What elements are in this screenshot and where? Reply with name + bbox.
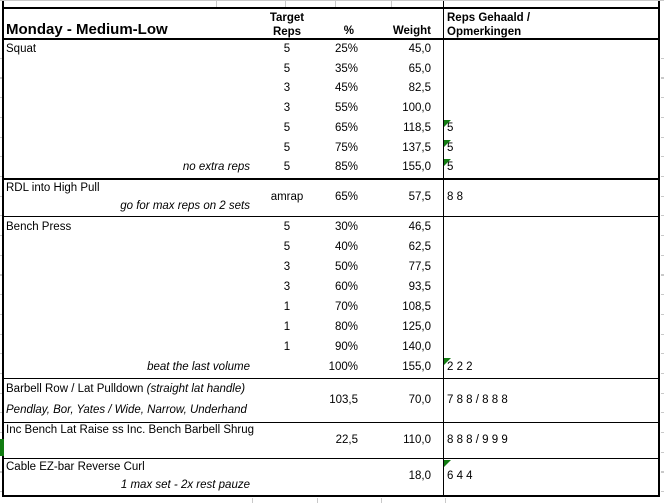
cell-rdl-reps[interactable]: 8 8 bbox=[447, 191, 463, 203]
gridline-tick bbox=[0, 393, 2, 394]
cell-rdl-target[interactable]: amrap bbox=[270, 191, 304, 203]
gridline-tick bbox=[0, 77, 2, 78]
cell-rdl-weight[interactable]: 57,5 bbox=[408, 191, 431, 203]
cell-squat-target-r3[interactable]: 3 bbox=[283, 102, 291, 115]
gridline-tick bbox=[0, 314, 2, 315]
cell-squat-pct-r4[interactable]: 65% bbox=[334, 121, 358, 134]
gridline-tick bbox=[0, 156, 2, 157]
gridline-tick bbox=[0, 334, 2, 335]
cell-inc-bench-reps[interactable]: 8 8 8 / 9 9 9 bbox=[447, 434, 508, 447]
gridline-tick bbox=[661, 196, 664, 197]
gridline-tick bbox=[445, 498, 446, 503]
gridline-tick bbox=[661, 294, 664, 295]
header-separator bbox=[2, 38, 660, 40]
gridline-tick bbox=[0, 235, 2, 236]
cell-squat-pct-r1[interactable]: 35% bbox=[334, 62, 358, 75]
col-header-reps-line2: Opmerkingen bbox=[447, 26, 522, 38]
col-header-target-line2: Reps bbox=[272, 26, 302, 38]
cell-inc-bench-weight[interactable]: 110,0 bbox=[403, 434, 431, 447]
cell-squat-weight-r4[interactable]: 118,5 bbox=[403, 121, 431, 134]
gridline-tick bbox=[335, 0, 336, 7]
cell-squat-target-r2[interactable]: 3 bbox=[283, 82, 291, 95]
gridline-tick bbox=[661, 491, 664, 492]
gridline-tick bbox=[0, 432, 2, 433]
gridline-tick bbox=[216, 0, 217, 7]
error-flag-icon bbox=[444, 120, 451, 127]
cell-bench-target-r5[interactable]: 1 bbox=[283, 321, 291, 334]
cell-squat-pct-r6[interactable]: 85% bbox=[334, 161, 358, 174]
cell-cable-curl-note-r1[interactable]: 1 max set - 2x rest pauze bbox=[120, 479, 250, 492]
cell-bench-pct-r5[interactable]: 80% bbox=[334, 321, 358, 334]
gridline-tick bbox=[661, 432, 664, 433]
gridline-tick bbox=[0, 97, 2, 98]
cell-squat-weight-r3[interactable]: 100,0 bbox=[402, 102, 431, 115]
gridline-tick bbox=[0, 294, 2, 295]
cell-squat-pct-r2[interactable]: 45% bbox=[334, 82, 358, 95]
cell-squat-weight-r0[interactable]: 45,0 bbox=[408, 43, 431, 55]
gridline-tick bbox=[0, 373, 2, 374]
cell-bench-name-r0[interactable]: Bench Press bbox=[6, 221, 72, 234]
gridline-tick bbox=[661, 334, 664, 335]
gridline-tick bbox=[661, 255, 664, 256]
cell-bench-weight-r2[interactable]: 77,5 bbox=[408, 261, 431, 274]
cell-bench-pct-r3[interactable]: 60% bbox=[334, 281, 358, 294]
cell-rdl-name-r0[interactable]: RDL into High Pull bbox=[6, 182, 100, 194]
gridline-tick bbox=[0, 58, 2, 59]
cell-bench-target-r1[interactable]: 5 bbox=[283, 241, 291, 254]
cell-bench-pct-r4[interactable]: 70% bbox=[334, 301, 358, 314]
gridline-tick bbox=[661, 393, 664, 394]
gridline-tick bbox=[0, 353, 2, 354]
gridline-tick bbox=[661, 471, 664, 472]
gridline-tick bbox=[661, 156, 664, 157]
cell-bench-target-r0[interactable]: 5 bbox=[283, 221, 291, 234]
col-header-pct[interactable]: % bbox=[343, 25, 354, 37]
cell-bench-weight-r0[interactable]: 46,5 bbox=[408, 221, 431, 234]
cell-inc-bench-name-r0[interactable]: Inc Bench Lat Raise ss Inc. Bench Barbell Shrug bbox=[6, 424, 255, 437]
section-separator bbox=[2, 422, 660, 424]
cell-squat-pct-r0[interactable]: 25% bbox=[334, 43, 358, 55]
gridline-tick bbox=[661, 353, 664, 354]
col-header-target-line1: Target bbox=[269, 12, 305, 24]
table-border-left bbox=[2, 0, 4, 497]
gridline-tick bbox=[661, 176, 664, 177]
table-border-right bbox=[658, 0, 660, 497]
cell-bench-weight-r7[interactable]: 155,0 bbox=[402, 361, 431, 374]
cell-bench-weight-r4[interactable]: 108,5 bbox=[402, 301, 431, 314]
cell-squat-weight-r6[interactable]: 155,0 bbox=[402, 161, 431, 174]
col-header-reps-line1: Reps Gehaald / bbox=[447, 12, 531, 24]
cell-cable-curl-weight[interactable]: 18,0 bbox=[408, 470, 431, 483]
cell-barbell-row-name-r0[interactable]: Barbell Row / Lat Pulldown (straight lat handle) bbox=[6, 383, 246, 396]
cell-squat-target-r1[interactable]: 5 bbox=[283, 62, 291, 75]
cell-bench-pct-r0[interactable]: 30% bbox=[334, 221, 358, 234]
gridline-tick bbox=[661, 314, 664, 315]
cell-bench-weight-r1[interactable]: 62,5 bbox=[408, 241, 431, 254]
gridline-tick bbox=[0, 491, 2, 492]
gridline-tick bbox=[317, 498, 318, 503]
gridline-tick bbox=[661, 117, 664, 118]
cell-squat-pct-r5[interactable]: 75% bbox=[334, 141, 358, 154]
col-header-weight[interactable]: Weight bbox=[392, 25, 431, 37]
reps-column-separator bbox=[443, 0, 445, 497]
gridline-tick bbox=[0, 215, 2, 216]
cell-squat-target-r0[interactable]: 5 bbox=[283, 43, 291, 55]
gridline-tick bbox=[661, 373, 664, 374]
col-header-reps-gehaald[interactable] bbox=[447, 11, 655, 39]
gridline-tick bbox=[661, 274, 664, 275]
cell-squat-reps-r5[interactable]: 5 bbox=[447, 141, 454, 154]
cell-squat-pct-r3[interactable]: 55% bbox=[334, 102, 358, 115]
gridline-tick bbox=[0, 196, 2, 197]
gridline-tick bbox=[661, 215, 664, 216]
gridline-tick bbox=[0, 117, 2, 118]
cell-cable-curl-reps[interactable]: 6 4 4 bbox=[447, 470, 473, 483]
cell-squat-target-r4[interactable]: 5 bbox=[283, 121, 291, 134]
cell-squat-reps-r4[interactable]: 5 bbox=[447, 121, 454, 134]
cell-barbell-row-weight[interactable]: 70,0 bbox=[408, 394, 431, 407]
cell-bench-pct-r6[interactable]: 90% bbox=[334, 341, 358, 354]
row-marker bbox=[0, 439, 4, 456]
cell-inc-bench-pct[interactable]: 22,5 bbox=[335, 434, 358, 447]
cell-rdl-pct[interactable]: 65% bbox=[334, 191, 358, 203]
cell-squat-note-r6[interactable]: no extra reps bbox=[182, 161, 250, 174]
cell-bench-pct-r1[interactable]: 40% bbox=[334, 241, 358, 254]
cell-squat-name-r0[interactable]: Squat bbox=[6, 43, 37, 55]
gridline-tick bbox=[0, 176, 2, 177]
cell-bench-pct-r7[interactable]: 100% bbox=[328, 361, 358, 374]
error-flag-icon bbox=[444, 358, 451, 365]
section-separator bbox=[2, 216, 660, 218]
cell-barbell-row-reps[interactable]: 7 8 8 / 8 8 8 bbox=[447, 394, 508, 407]
gridline-tick bbox=[661, 452, 664, 453]
cell-bench-target-r3[interactable]: 3 bbox=[283, 281, 291, 294]
gridline-tick bbox=[252, 498, 253, 503]
section-separator bbox=[2, 458, 660, 460]
cell-squat-target-r6[interactable]: 5 bbox=[283, 161, 291, 174]
cell-bench-weight-r3[interactable]: 93,5 bbox=[408, 281, 431, 294]
table-border-top bbox=[2, 7, 660, 9]
cell-squat-reps-r6[interactable]: 5 bbox=[447, 161, 454, 174]
gridline-tick bbox=[661, 412, 664, 413]
cell-bench-weight-r5[interactable]: 125,0 bbox=[402, 321, 431, 334]
gridline-tick bbox=[0, 0, 664, 1]
gridline-tick bbox=[0, 274, 2, 275]
cell-bench-target-r4[interactable]: 1 bbox=[283, 301, 291, 314]
gridline-tick bbox=[661, 77, 664, 78]
gridline-tick bbox=[661, 137, 664, 138]
cell-bench-target-r6[interactable]: 1 bbox=[283, 341, 291, 354]
table-border-bottom bbox=[2, 495, 660, 497]
cell-barbell-row-name-italic: (straight lat handle) bbox=[146, 383, 246, 396]
error-flag-icon bbox=[444, 140, 451, 147]
cell-bench-reps-r7[interactable]: 2 2 2 bbox=[447, 361, 473, 374]
cell-cable-curl-name-r0[interactable]: Cable EZ-bar Reverse Curl bbox=[6, 461, 145, 474]
error-flag-icon bbox=[444, 460, 451, 467]
gridline-tick bbox=[285, 0, 286, 7]
cell-squat-weight-r5[interactable]: 137,5 bbox=[402, 141, 431, 154]
gridline-tick bbox=[381, 498, 382, 503]
cell-squat-target-r5[interactable]: 5 bbox=[283, 141, 291, 154]
cell-bench-target-r2[interactable]: 3 bbox=[283, 261, 291, 274]
cell-barbell-row-pct[interactable]: 103,5 bbox=[329, 394, 358, 407]
gridline-tick bbox=[0, 471, 2, 472]
gridline-tick bbox=[0, 255, 2, 256]
section-separator bbox=[2, 378, 660, 380]
cell-squat-weight-r1[interactable]: 65,0 bbox=[408, 62, 431, 75]
error-flag-icon bbox=[444, 159, 451, 166]
cell-bench-pct-r2[interactable]: 50% bbox=[334, 261, 358, 274]
cell-squat-weight-r2[interactable]: 82,5 bbox=[408, 82, 431, 95]
cell-barbell-row-name-r1[interactable]: Pendlay, Bor, Yates / Wide, Narrow, Underhand bbox=[6, 404, 247, 417]
gridline-tick bbox=[661, 58, 664, 59]
gridline-tick bbox=[0, 412, 2, 413]
gridline-tick bbox=[661, 97, 664, 98]
cell-bench-note-r7[interactable]: beat the last volume bbox=[147, 361, 250, 374]
sheet-title-cell[interactable]: Monday - Medium-Low bbox=[6, 21, 168, 38]
gridline-tick bbox=[661, 235, 664, 236]
cell-bench-weight-r6[interactable]: 140,0 bbox=[402, 341, 431, 354]
gridline-tick bbox=[391, 0, 392, 7]
gridline-tick bbox=[0, 137, 2, 138]
section-separator bbox=[2, 178, 660, 180]
cell-rdl-note-r1[interactable]: go for max reps on 2 sets bbox=[120, 199, 250, 212]
